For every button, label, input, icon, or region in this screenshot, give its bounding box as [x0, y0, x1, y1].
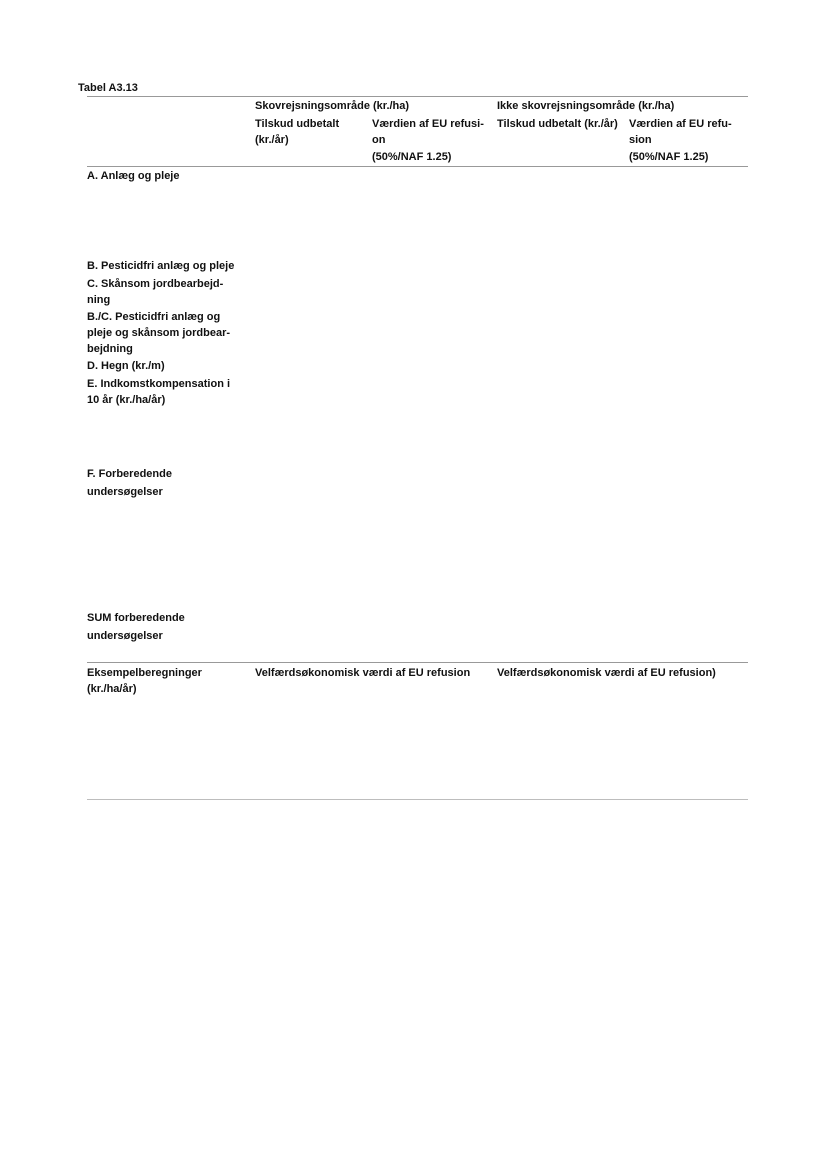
header-group-ikke-skovrejsning: Ikke skovrejsningsområde (kr./ha) [497, 100, 675, 112]
row-label-e-line1: E. Indkomstkompensation i [87, 378, 231, 390]
header-col4-line1: Værdien af EU refu- [629, 118, 732, 130]
header-col4-line3: (50%/NAF 1.25) [629, 151, 709, 163]
example-label-line2: (kr./ha/år) [87, 683, 137, 695]
header-col2-line1: Værdien af EU refusi- [372, 118, 484, 130]
header-col2-line3: (50%/NAF 1.25) [372, 151, 452, 163]
table-bottom-rule [87, 799, 748, 800]
header-col1-line2: (kr./år) [255, 134, 289, 146]
row-label-a: A. Anlæg og pleje [87, 170, 180, 182]
row-label-e-line2: 10 år (kr./ha/år) [87, 394, 166, 406]
row-label-bc-line3: bejdning [87, 343, 133, 355]
row-label-f-line2: undersøgelser [87, 486, 163, 498]
example-col2: Velfærdsøkonomisk værdi af EU refusion) [497, 667, 716, 679]
header-col3-line1: Tilskud udbetalt (kr./år) [497, 118, 618, 130]
row-label-sum-line2: undersøgelser [87, 630, 163, 642]
row-label-bc-line1: B./C. Pesticidfri anlæg og [87, 311, 221, 323]
example-top-rule [87, 662, 748, 663]
header-col1-line1: Tilskud udbetalt [255, 118, 340, 130]
header-col4-line2: sion [629, 134, 652, 146]
row-label-sum-line1: SUM forberedende [87, 612, 185, 624]
header-bottom-rule [87, 166, 748, 167]
example-label-line1: Eksempelberegninger [87, 667, 202, 679]
row-label-bc-line2: pleje og skånsom jordbear- [87, 327, 231, 339]
row-label-f-line1: F. Forberedende [87, 468, 172, 480]
header-group-skovrejsning: Skovrejsningsområde (kr./ha) [255, 100, 410, 112]
row-label-d: D. Hegn (kr./m) [87, 360, 165, 372]
table-top-rule [87, 96, 748, 97]
table-title: Tabel A3.13 [78, 82, 138, 94]
row-label-b: B. Pesticidfri anlæg og pleje [87, 260, 235, 272]
example-col1: Velfærdsøkonomisk værdi af EU refusion [255, 667, 471, 679]
header-col2-line2: on [372, 134, 386, 146]
row-label-c-line2: ning [87, 294, 111, 306]
row-label-c-line1: C. Skånsom jordbearbejd- [87, 278, 224, 290]
